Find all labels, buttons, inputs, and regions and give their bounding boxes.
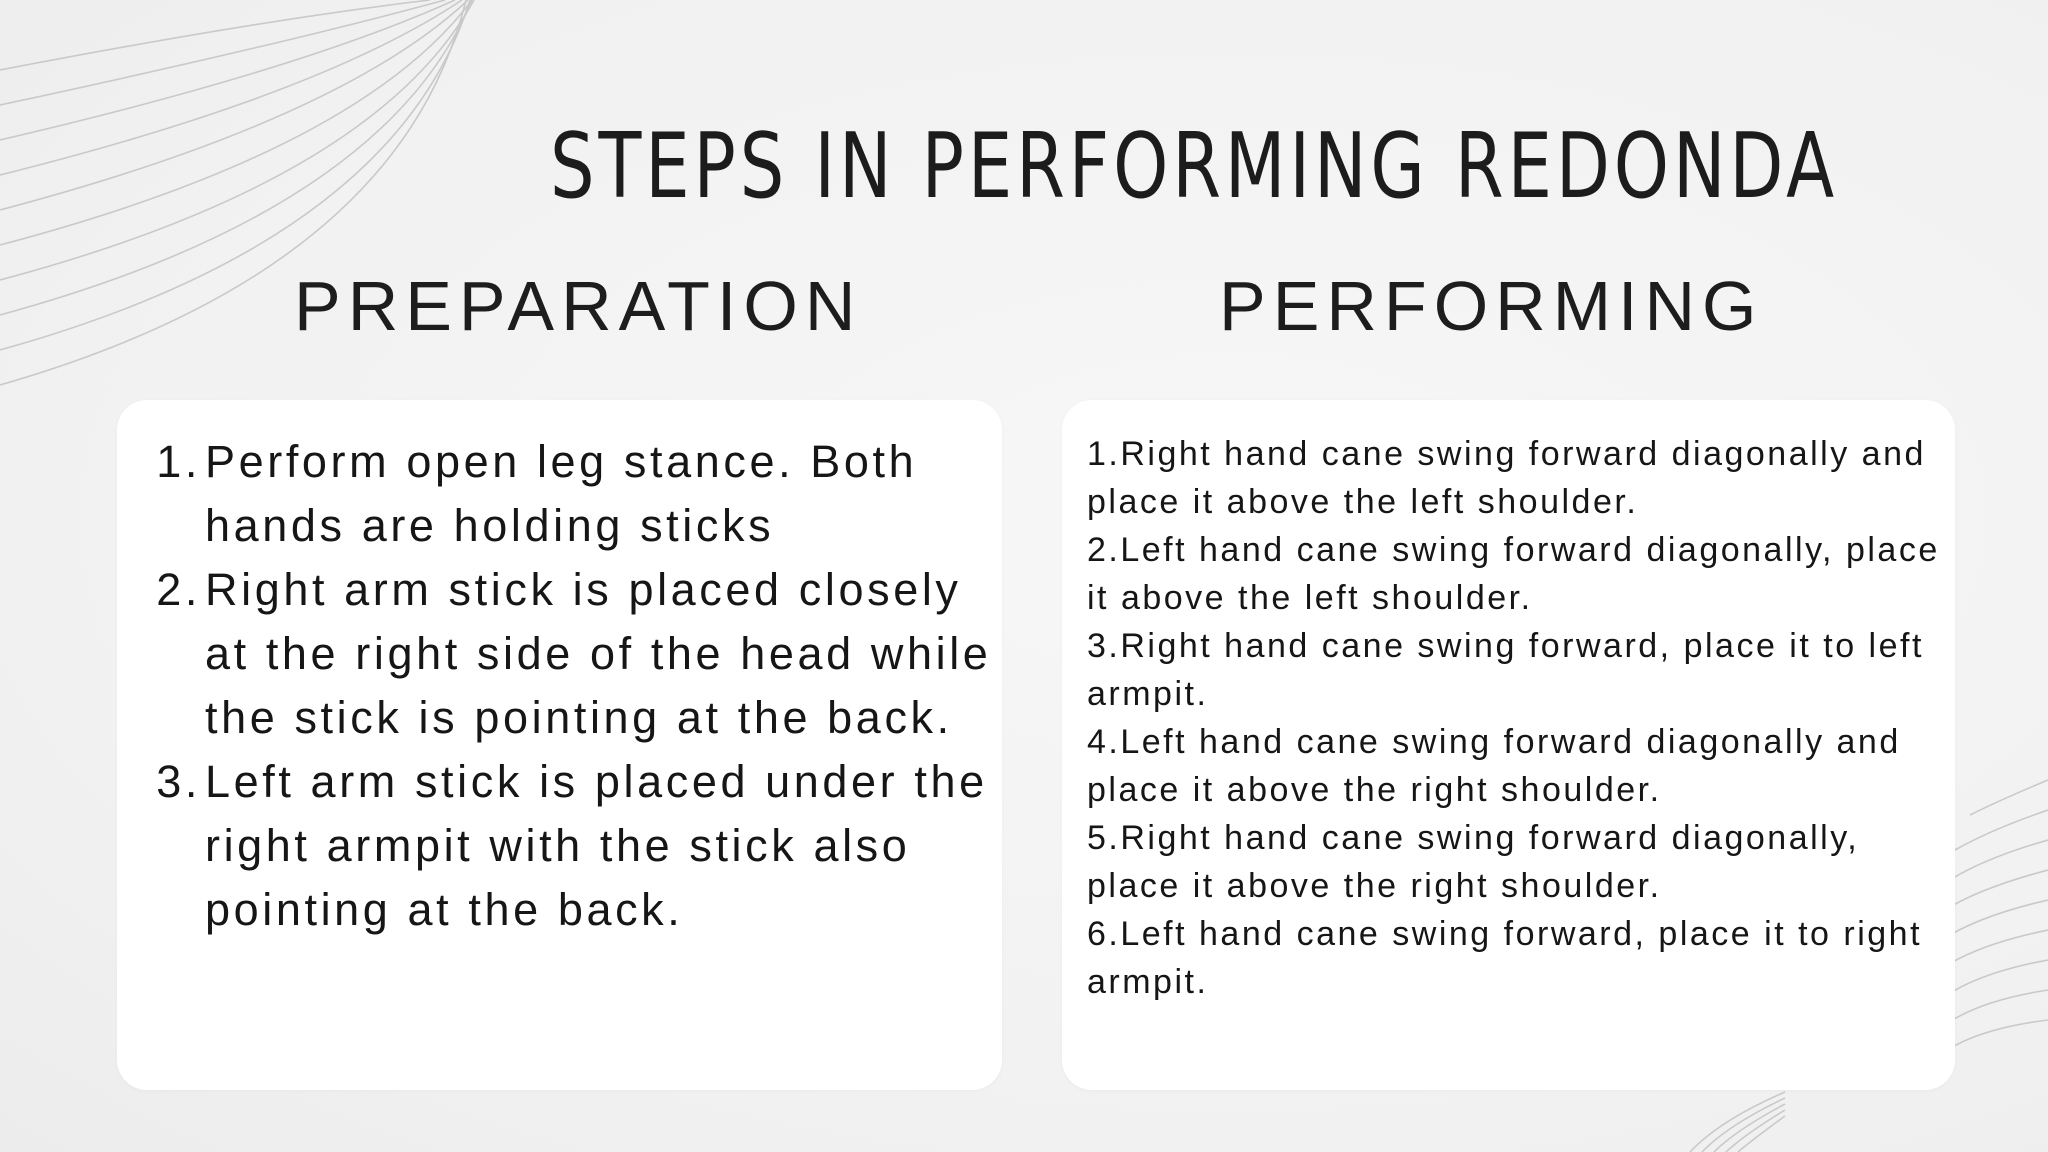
preparation-step <box>156 430 1005 558</box>
performing-step: 5.Right hand cane swing forward diagonally, place it above the right shoulder. <box>1087 819 1860 905</box>
performing-step: 2.Left hand cane swing forward diagonally, place it above the left shoulder. <box>1087 531 1940 617</box>
step-number: 2. <box>156 564 201 615</box>
step-text: Right arm stick is placed closely at the right side of the head while the stick is pointing at the back. <box>205 564 992 743</box>
step-text: Left arm stick is placed under the right armpit with the stick also pointing at the back. <box>205 756 988 935</box>
preparation-step <box>156 750 1005 942</box>
preparation-step <box>156 558 1005 750</box>
preparation-steps-list <box>156 430 1005 942</box>
performing-card <box>1062 400 1955 1090</box>
performing-step: 4.Left hand cane swing forward diagonally and place it above the right shoulder. <box>1087 723 1901 809</box>
step-text: Perform open leg stance. Both hands are holding sticks <box>205 436 918 551</box>
top-left-arc-lines-decoration <box>0 0 500 420</box>
performing-step: 6.Left hand cane swing forward, place it to right armpit. <box>1087 915 1923 1001</box>
performing-heading: PERFORMING <box>1219 267 1764 345</box>
slide-title: STEPS IN PERFORMING REDONDA <box>550 114 1839 219</box>
performing-step: 3.Right hand cane swing forward, place it to left armpit. <box>1087 627 1924 713</box>
preparation-heading: PREPARATION <box>294 267 863 345</box>
step-number: 1. <box>156 436 201 487</box>
preparation-card <box>117 400 1002 1090</box>
performing-steps-list <box>1087 430 1947 1006</box>
performing-step: 1.Right hand cane swing forward diagonally and place it above the left shoulder. <box>1087 435 1926 521</box>
step-number: 3. <box>156 756 201 807</box>
